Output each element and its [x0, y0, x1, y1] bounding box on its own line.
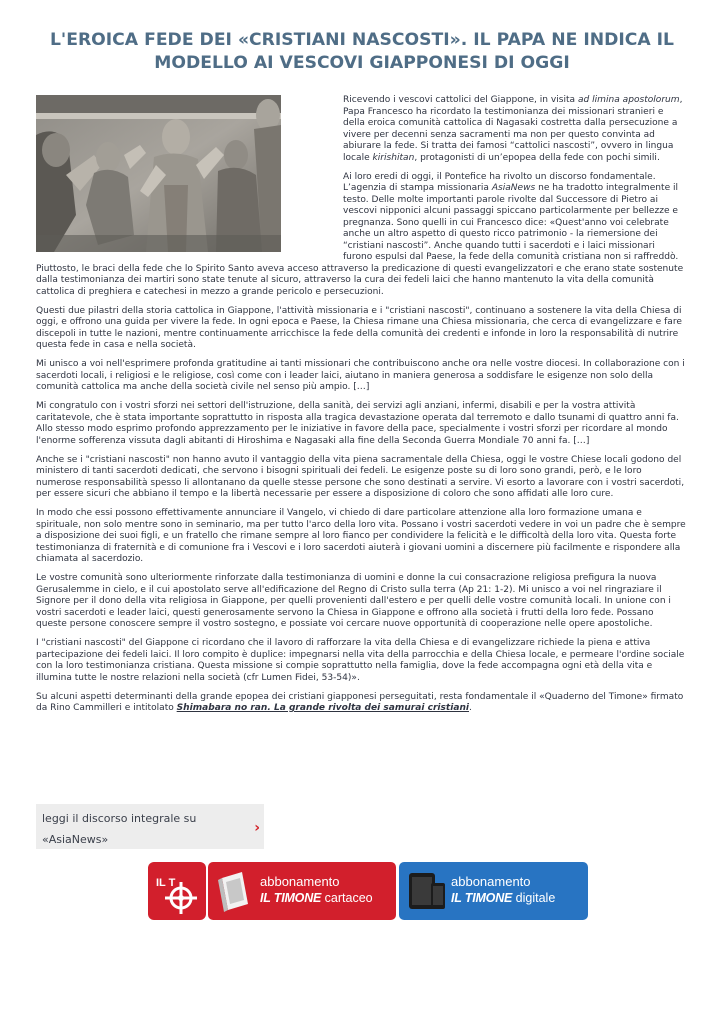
book-link[interactable]: Shimabara no ran. La grande rivolta dei samurai cristiani	[176, 703, 469, 713]
paragraph-9: I "cristiani nascosti" del Giappone ci ricordano che il lavoro di rafforzare la vita della Chiesa e di evangelizzare richiede la piena e attiva partecipazione dei fedeli laici. Il loro compito è duplice: impegnarsi nella vita della parrocchia e della Chiesa locale, e permeare l'ordine sociale con la loro testimonianza cristiana. Questa missione si compie soprattutto nella famiglia, dove la fede accompagna ogni età della vita e illumina tutte le nostre relazioni nella società (cfr Lumen Fidei, 53-54)».	[36, 638, 685, 683]
tablet-phone-icon	[407, 869, 447, 913]
readmore-line1: leggi il discorso integrale su	[42, 812, 197, 825]
magazine-icon	[218, 870, 252, 912]
paragraph-3: Questi due pilastri della storia cattolica in Giappone, l'attività missionaria e i "cristiani nascosti", continuano a sostenere la vita della Chiesa di oggi, e offrono una guida per vivere la fede. In ogni epoca e Paese, la Chiesa rimane una Chiesa missionaria, che cerca di evangelizzare e fare discepoli in tutte le nazioni, mentre continuamente arricchisce la fede della comunità dei credenti e infonde in loro la responsabilità di nutrire questa fede in casa e nella società.	[36, 305, 682, 350]
paragraph-6: Anche se i "cristiani nascosti" non hanno avuto il vantaggio della vita piena sacramentale della Chiesa, oggi le vostre Chiese locali godono del ministero di tanti sacerdoti dedicati, che servono i bisogni spirituali dei fedeli. Le esigenze poste su di loro sono grandi, però, e le loro numerose responsabilità spesso li allontanano da quelle stesse persone che sono destinati a servire. Vi esorto a lavorare con i vostri sacerdoti, per essere sicuri che abbiano il tempo e la libertà necessarie per essere a disposizione di coloro che sono affidati alle loro cure.	[36, 454, 685, 499]
article-body	[36, 95, 686, 722]
paragraph-10: Su alcuni aspetti determinanti della grande epopea dei cristiani giapponesi perseguitati, resta fondamentale il «Quaderno del Timone» firmato da Rino Cammilleri e intitolato Shimabara no ran. La grande rivolta dei samurai cristiani.	[36, 691, 684, 713]
paragraph-1: Ricevendo i vescovi cattolici del Giappone, in visita ad limina apostolorum, Papa Francesco ha ricordato la testimonianza dei missionari stranieri e della eroica comunità cattolica di Nagasaki costretta dalla persecuzione a vivere per decenni senza sacramenti ma non per questo convinta ad abiurare la fede. Si tratta dei famosi “cattolici nascosti”, ovvero in lingua locale kirishitan, protagonisti di un’epopea della fede con pochi simili.	[343, 95, 683, 163]
read-full-speech-button[interactable]	[36, 804, 264, 849]
chevron-right-icon: ›	[254, 820, 260, 836]
subscribe-print-button[interactable]	[208, 862, 396, 920]
subscription-banner	[148, 862, 588, 920]
logo-text: IL T	[156, 877, 176, 889]
digital-line2: digitale	[515, 891, 556, 905]
article-photo	[36, 95, 281, 252]
paragraph-2: Ai loro eredi di oggi, il Pontefice ha rivolto un discorso fondamentale. L’agenzia di stampa missionaria AsiaNews ne ha tradotto integralmente il testo. Delle molte importanti parole rivolte dal Successore di Pietro ai vescovi nipponici alcuni passaggi spiccano particolarmente per bellezze e pregnanza. Sono quelli in cui Francesco dice: «Quest'anno voi celebrate anche un altro aspetto di questo ricco patrimonio - la riemersione dei “cristiani nascosti”. Anche quando tutti i sacerdoti e i laici missionari furono espulsi dal Paese, la fede della comunità cristiana non si raffreddò. Piuttosto, le braci della fede che lo Spirito Santo aveva acceso attraverso la predicazione di questi evangelizzatori e che erano state sostenute dalla testimonianza dei martiri sono state tenute al sicuro, attraverso la cura dei fedeli laici che hanno mantenuto la vita della comunità cattolica di preghiera e catechesi in mezzo a grande pericolo e persecuzioni.	[36, 171, 684, 297]
print-line1: abbonamento	[260, 874, 340, 889]
print-brand: IL TIMONE	[260, 891, 322, 905]
digital-brand: IL TIMONE	[451, 891, 513, 905]
article-title: L'EROICA FEDE DEI «CRISTIANI NASCOSTI». IL PAPA NE INDICA IL MODELLO AI VESCOVI GIAPPONESI DI OGGI	[49, 30, 675, 73]
subscribe-digital-button[interactable]	[399, 862, 588, 920]
paragraph-7: In modo che essi possono effettivamente annunciare il Vangelo, vi chiedo di dare particolare attenzione alla loro formazione umana e spirituale, non solo mentre sono in seminario, ma per tutto l'arco della loro vita. Possano i vostri sacerdoti vedere in voi un padre che è sempre a disposizione dei suoi figli, e un fratello che rimane sempre al loro fianco per condividere la felicità e le difficoltà della loro vita. Questa forte testimonianza di fraternità e di comunione fra i Vescovi e i loro sacerdoti aiuterà i giovani uomini a discernere più facilmente e rispondere alla chiamata al sacerdozio.	[36, 508, 686, 564]
print-line2: cartaceo	[324, 891, 373, 905]
digital-line1: abbonamento	[451, 874, 531, 889]
paragraph-5: Mi congratulo con i vostri sforzi nei settori dell'istruzione, della sanità, dei servizi agli anziani, infermi, disabili e per la vostra attività caritatevole, che è stata importante soprattutto in risposta alla tragica devastazione operata dal terremoto e dallo tsunami di quattro anni fa. Allo stesso modo esprimo profondo apprezzamento per le iniziative in favore della pace, specialmente i vostri sforzi per ricordare al mondo l'enorme sofferenza vissuta dagli abitanti di Hiroshima e Nagasaki alla fine della Seconda Guerra Mondiale 70 anni fa. […]	[36, 401, 679, 446]
readmore-line2: «AsiaNews»	[42, 833, 109, 846]
paragraph-4: Mi unisco a voi nell'esprimere profonda gratitudine ai tanti missionari che contribuiscono anche ora nelle vostre diocesi. In collaborazione con i sacerdoti locali, i religiosi e le religiose, così come con i leader laici, aiutano in maniera generosa a soddisfare le esigenze non solo della comunità cattolica ma anche della società civile nel senso più ampio. […]	[36, 359, 685, 392]
paragraph-8: Le vostre comunità sono ulteriormente rinforzate dalla testimonianza di uomini e donne la cui consacrazione religiosa prefigura la nuova Gerusalemme in cielo, e il cui apostolato serve all'edificazione del Regno di Cristo sulla terra (Ap 21: 1-2). Mi unisco a voi nel ringraziare il Signore per il dono della vita religiosa in Giappone, per quelli provenienti dall'estero e per quelli delle vostre comunità locali. In unione con i vostri sacerdoti e leader laici, questi generosamente servono la Chiesa in Giappone e offrono alla società i frutti della loro fede. Possano queste persone conoscere sempre il vostro sostegno, e possiate voi cercare nuove opportunità di cooperazione nelle opere apostoliche.	[36, 573, 671, 629]
timone-logo[interactable]	[148, 862, 206, 920]
